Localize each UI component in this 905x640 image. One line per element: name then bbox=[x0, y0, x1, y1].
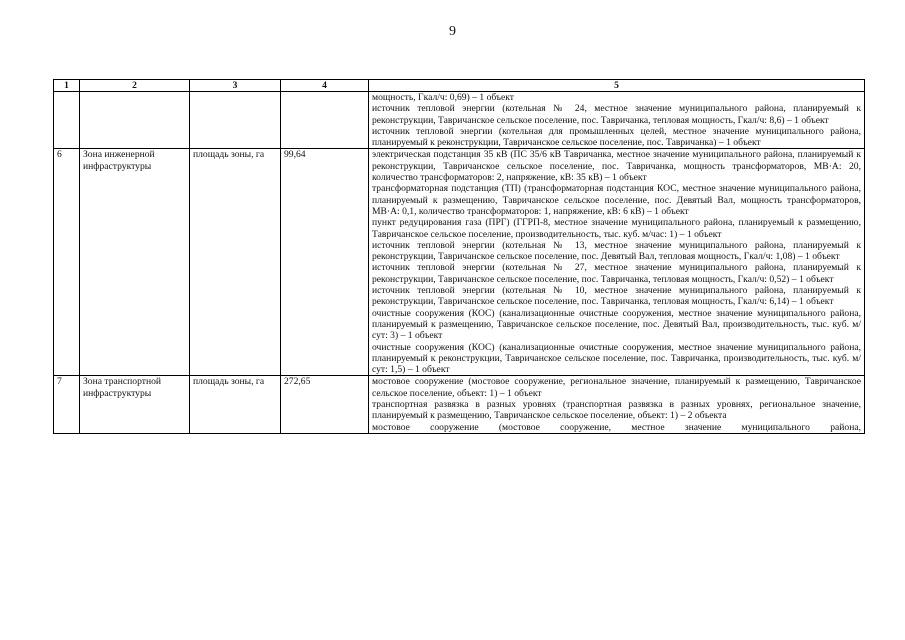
cell-objects bbox=[369, 149, 865, 376]
cell-objects bbox=[369, 376, 865, 433]
column-header-4: 4 bbox=[281, 80, 369, 92]
cell-zone bbox=[80, 92, 190, 149]
column-header-1: 1 bbox=[54, 80, 80, 92]
cell-parameter bbox=[190, 92, 281, 149]
object-item: пункт редуцирования газа (ПРГ) (ГГРП-8, местное значение муниципального района, планируемый к размещению, Тавричанское сельское поселение, производительность, тыс. куб. м/час: 1) – 1 объект bbox=[372, 217, 861, 240]
object-item: очистные сооружения (КОС) (канализационные очистные сооружения, местное значение муниципального района, планируемый к реконструкции, Тавричанское сельское поселение, пос. Тавричанка, производительность, тыс. куб. м/сут: 1,5) – 1 объект bbox=[372, 341, 861, 376]
cell-zone: Зона транспортной инфраструктуры bbox=[80, 376, 190, 433]
object-item: источник тепловой энергии (котельная № 10, местное значение муниципального района, планируемый к реконструкции, Тавричанское сельское поселение, пос. Тавричанка, тепловая мощность, Гкал/ч: 6,14) – 1 объект bbox=[372, 285, 861, 308]
cell-parameter: площадь зоны, га bbox=[190, 149, 281, 376]
table-row-6 bbox=[54, 149, 865, 376]
cell-zone: Зона инженерной инфраструктуры bbox=[80, 149, 190, 376]
object-item: трансформаторная подстанция (ТП) (трансформаторная подстанция КОС, местное значение муниципального района, планируемый к размещению, Тавричанское сельское поселение, пос. Девятый Вал, мощность трансформаторов, МВ·А: 0,1, количество трансформаторов: 1, напряжение, кВ: 6 кВ) – 1 объект bbox=[372, 183, 861, 217]
table-row-continuation bbox=[54, 92, 865, 149]
column-header-3: 3 bbox=[190, 80, 281, 92]
object-item: электрическая подстанция 35 кВ (ПС 35/6 кВ Тавричанка, местное значение муниципального района, планируемый к реконструкции, Тавричанское сельское поселение, пос. Тавричанка, мощность трансформаторов, МВ·А: 20, количество трансформаторов: 2, напряжение, кВ: 35 кВ) – 1 объект bbox=[372, 149, 861, 184]
cell-number: 7 bbox=[54, 376, 80, 433]
object-item: мостовое сооружение (мостовое сооружение, региональное значение, планируемый к размещению, Тавричанское сельское поселение, объект: 1) – 1 объект bbox=[372, 376, 861, 399]
table-header-row bbox=[54, 80, 865, 92]
object-item: очистные сооружения (КОС) (канализационные очистные сооружения, местное значение муниципального района, планируемый к размещению, Тавричанское сельское поселение, пос. Девятый Вал, производительность, тыс. куб. м/сут: 3) – 1 объект bbox=[372, 307, 861, 342]
object-item: источник тепловой энергии (котельная для промышленных целей, местное значение муниципального района, планируемый к реконструкции, Тавричанское сельское поселение, пос. Тавричанка) – 1 объект bbox=[372, 125, 861, 149]
object-item: источник тепловой энергии (котельная № 24, местное значение муниципального района, планируемый к реконструкции, Тавричанское сельское поселение, пос. Тавричанка, тепловая мощность, Гкал/ч: 8,6) – 1 объект bbox=[372, 103, 861, 126]
object-item: транспортная развязка в разных уровнях (транспортная развязка в разных уровнях, региональное значение, планируемый к размещению, Тавричанское сельское поселение, объект: 1) – 2 объекта bbox=[372, 399, 861, 422]
page-number: 9 bbox=[449, 24, 456, 39]
cell-parameter: площадь зоны, га bbox=[190, 376, 281, 433]
object-item: мощность, Гкал/ч: 0,69) – 1 объект bbox=[372, 92, 514, 103]
object-item: мостовое сооружение (мостовое сооружение, местное значение муниципального района, bbox=[372, 421, 861, 433]
cell-value: 272,65 bbox=[281, 376, 369, 433]
cell-number: 6 bbox=[54, 149, 80, 376]
object-item: источник тепловой энергии (котельная № 13, местное значение муниципального района, планируемый к реконструкции, Тавричанское сельское поселение, пос. Девятый Вал, тепловая мощность, Гкал/ч: 1,08) – 1 объект bbox=[372, 239, 861, 263]
column-header-5: 5 bbox=[369, 80, 865, 92]
table-row-7 bbox=[54, 376, 865, 433]
cell-value bbox=[281, 92, 369, 149]
document-table bbox=[53, 79, 865, 434]
column-header-2: 2 bbox=[80, 80, 190, 92]
cell-objects bbox=[369, 92, 865, 149]
cell-number bbox=[54, 92, 80, 149]
cell-value: 99,64 bbox=[281, 149, 369, 376]
object-item: источник тепловой энергии (котельная № 27, местное значение муниципального района, планируемый к реконструкции, Тавричанское сельское поселение, пос. Тавричанка, тепловая мощность, Гкал/ч: 0,52) – 1 объект bbox=[372, 262, 861, 285]
